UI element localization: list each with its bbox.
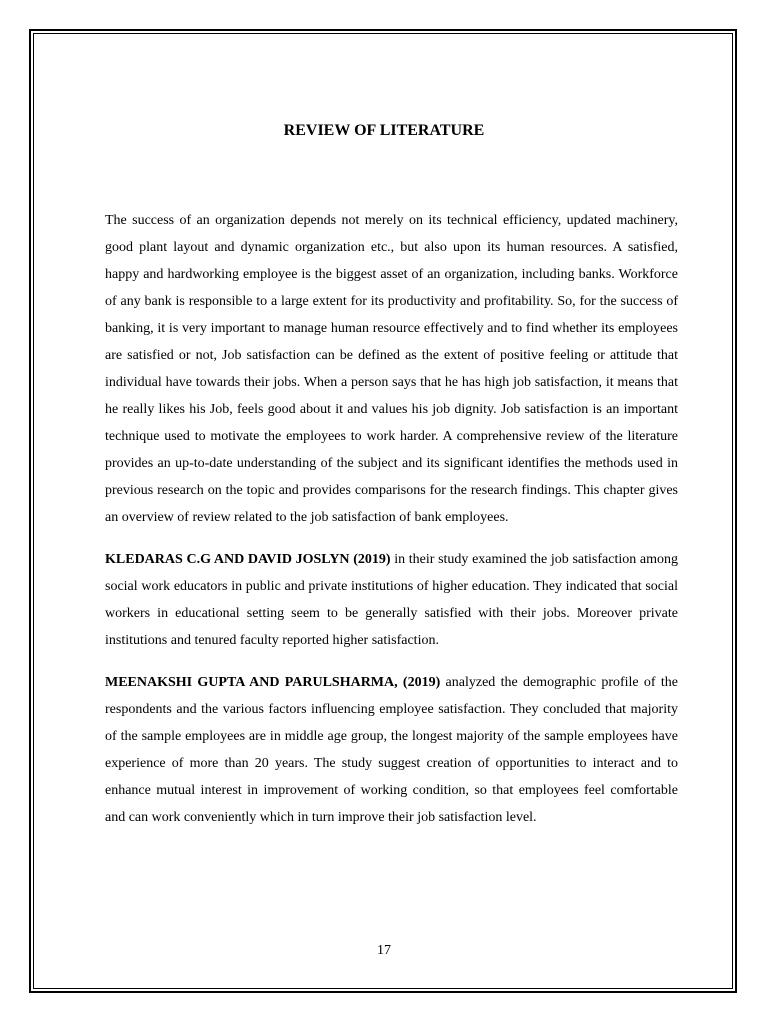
citation-author: KLEDARAS C.G AND DAVID JOSLYN (2019) <box>105 552 391 567</box>
paragraph-gupta <box>105 669 678 831</box>
paragraph-text: The success of an organization depends not merely on its technical efficiency, updated machinery, good plant layout and dynamic organization etc., but also upon its human resources. A satisfied, happy and hardworking employee is the biggest asset of an organization, including banks. Workforce of any bank is responsible to a large extent for its productivity and profitability. So, for the success of banking, it is very important to manage human resource effectively and to find whether its employees are satisfied or not, Job satisfaction can be defined as the extent of positive feeling or attitude that individual have towards their jobs. When a person says that he has high job satisfaction, it means that he really likes his Job, feels good about it and values his job dignity. Job satisfaction is an important technique used to motivate the employees to work harder. A comprehensive review of the literature provides an up-to-date understanding of the subject and its significant identifies the methods used in previous research on the topic and provides comparisons for the research findings. This chapter gives an overview of review related to the job satisfaction of bank employees. <box>105 213 678 525</box>
paragraph-kledaras <box>105 546 678 654</box>
page-number: 17 <box>377 943 391 958</box>
paragraph-text: in their study examined the job satisfaction among social work educators in public and private institutions of higher education. They indicated that social workers in educational setting seem to be generally satisfied with their jobs. Moreover private institutions and tenured faculty reported higher satisfaction. <box>105 552 678 648</box>
body-content <box>105 207 678 831</box>
paragraph-text: analyzed the demographic profile of the respondents and the various factors influencing employee satisfaction. They concluded that majority of the sample employees are in middle age group, the longest majority of the sample employees have experience of more than 20 years. The study suggest creation of opportunities to interact and to enhance mutual interest in improvement of working condition, so that employees feel comfortable and can work conveniently which in turn improve their job satisfaction level. <box>105 675 678 825</box>
page-title: REVIEW OF LITERATURE <box>283 122 485 139</box>
paragraph-intro <box>105 207 678 531</box>
citation-author: MEENAKSHI GUPTA AND PARULSHARMA, (2019) <box>105 675 441 690</box>
